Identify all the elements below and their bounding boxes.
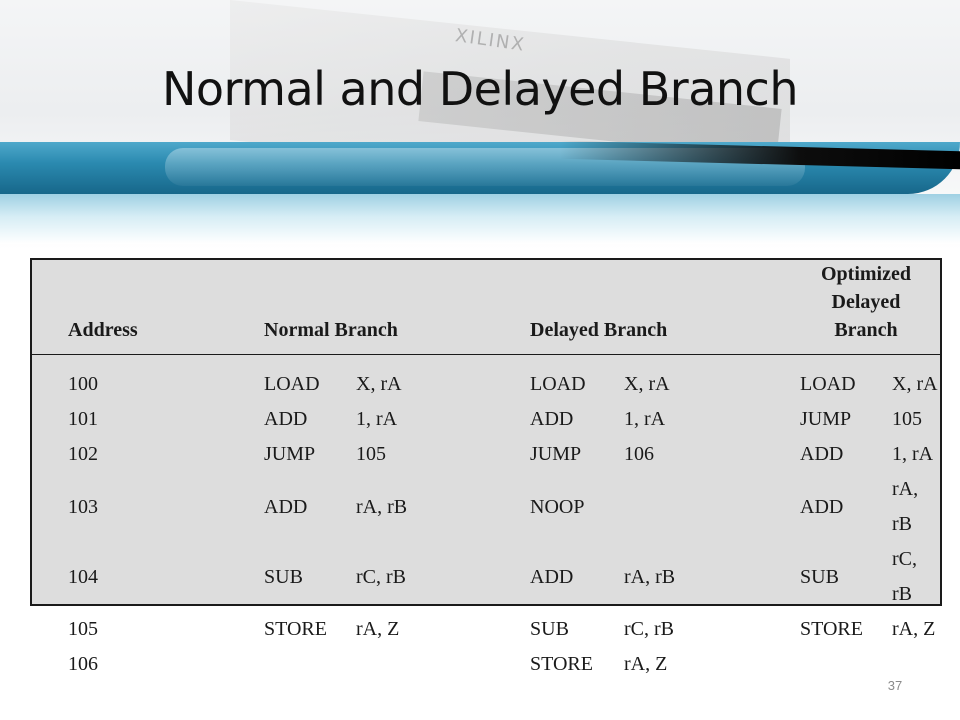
table-row	[32, 542, 940, 612]
header-optimized-delayed-branch	[800, 260, 940, 355]
cell-delayed-operand: rA, rB	[624, 565, 676, 588]
cell-normal-operand: X, rA	[356, 373, 402, 395]
cell-normal-operand: 1, rA	[356, 408, 398, 430]
cell-normal-op: ADD	[264, 408, 308, 430]
cell-delayed-operand: 106	[624, 443, 654, 465]
cell-normal-op: JUMP	[264, 443, 316, 465]
cell-delayed-op: LOAD	[530, 373, 586, 395]
header-band-reflection	[0, 194, 960, 244]
slide-number: 37	[887, 678, 903, 693]
table-row	[32, 402, 940, 437]
cell-delayed-op: ADD	[530, 408, 574, 430]
header-optimized-line2: Delayed Branch	[831, 291, 901, 341]
cell-delayed-op: STORE	[530, 653, 593, 675]
cell-delayed-op: JUMP	[530, 443, 582, 465]
cell-optimized-op: ADD	[800, 495, 844, 518]
cell-optimized-op: JUMP	[800, 408, 852, 430]
table-header-row	[32, 260, 940, 355]
cell-optimized-op: STORE	[800, 618, 863, 640]
cell-optimized-operand: X, rA	[892, 373, 938, 395]
cell-optimized-op: SUB	[800, 565, 839, 588]
cell-address: 102	[68, 443, 98, 465]
cell-delayed-operand: rA, Z	[624, 653, 668, 675]
table-row	[32, 472, 940, 542]
cell-normal-op: ADD	[264, 495, 308, 518]
header-delayed-branch: Delayed Branch	[530, 319, 668, 341]
branch-table-panel	[30, 258, 942, 675]
table-row	[32, 437, 940, 472]
branch-table	[32, 260, 940, 682]
cell-normal-op: SUB	[264, 565, 303, 588]
cell-normal-op: STORE	[264, 618, 327, 640]
table-row	[32, 612, 940, 647]
header-address: Address	[68, 319, 138, 341]
cell-address: 101	[68, 408, 98, 430]
cell-delayed-operand: X, rA	[624, 373, 670, 395]
header-background	[0, 0, 960, 250]
cell-optimized-operand: rA, Z	[892, 618, 936, 640]
cell-normal-operand	[356, 647, 530, 682]
table-row	[32, 647, 940, 682]
cell-optimized-op	[800, 647, 892, 682]
cell-address: 106	[68, 653, 98, 675]
table-body	[32, 355, 940, 683]
cell-delayed-operand: 1, rA	[624, 408, 666, 430]
header-normal-branch: Normal Branch	[264, 319, 398, 341]
chip-logo-text: XILINX	[453, 25, 527, 56]
cell-normal-operand: rA, Z	[356, 618, 400, 640]
cell-optimized-operand	[892, 647, 940, 682]
cell-delayed-op: SUB	[530, 618, 569, 640]
cell-address: 104	[68, 565, 98, 588]
cell-optimized-operand: 105	[892, 408, 922, 430]
cell-normal-op: LOAD	[264, 373, 320, 395]
cell-normal-operand: rA, rB	[356, 495, 408, 518]
header-optimized-line1: Optimized	[821, 263, 911, 285]
cell-normal-op	[264, 647, 356, 682]
cell-delayed-operand: rC, rB	[624, 618, 674, 640]
cell-normal-operand: 105	[356, 443, 386, 465]
cell-address: 100	[68, 373, 98, 395]
cell-delayed-op: ADD	[530, 565, 574, 588]
cell-optimized-operand: rA, rB	[892, 478, 919, 535]
cell-delayed-operand	[624, 472, 800, 542]
cell-optimized-operand: rC, rB	[892, 548, 917, 605]
slide-title: Normal and Delayed Branch	[161, 62, 798, 116]
cell-optimized-op: ADD	[800, 443, 844, 465]
cell-optimized-op: LOAD	[800, 373, 856, 395]
table-row	[32, 355, 940, 403]
cell-normal-operand: rC, rB	[356, 565, 406, 588]
cell-address: 103	[68, 495, 98, 518]
cell-optimized-operand: 1, rA	[892, 443, 934, 465]
cell-delayed-op: NOOP	[530, 495, 585, 518]
cell-address: 105	[68, 618, 98, 640]
